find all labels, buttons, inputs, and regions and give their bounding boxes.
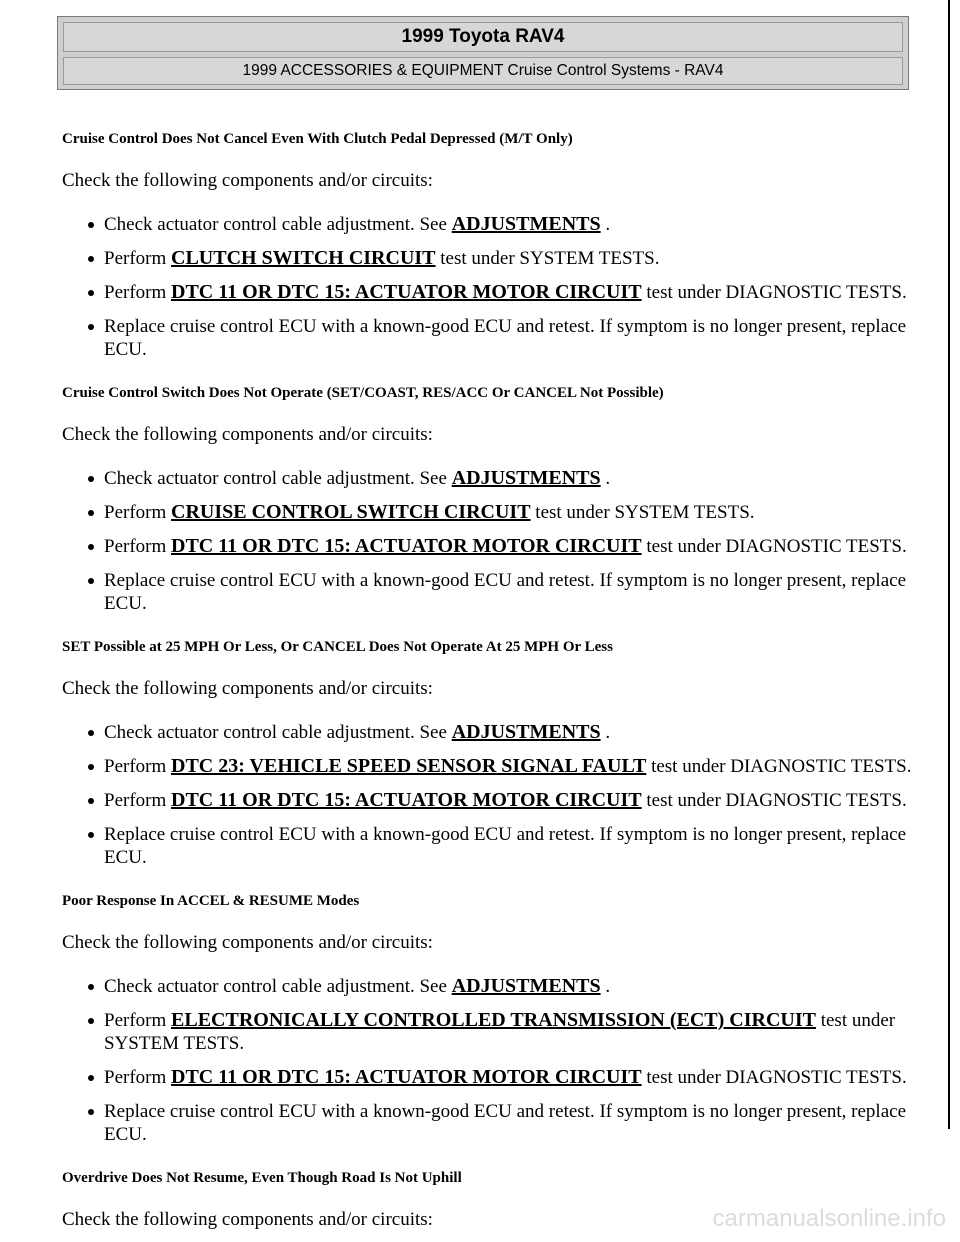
reference-link[interactable]: ADJUSTMENTS [451, 721, 601, 743]
list-item [62, 755, 922, 778]
item-text: Replace cruise control ECU with a known-good ECU and retest. If symptom is no longer present, replace ECU. [104, 316, 907, 360]
list-item [62, 535, 922, 558]
item-text: Perform [104, 248, 172, 269]
item-text-suffix: test under DIAGNOSTIC TESTS. [641, 790, 907, 811]
item-text: Check actuator control cable adjustment. See [104, 468, 452, 489]
item-text-suffix: test under DIAGNOSTIC TESTS. [641, 282, 907, 303]
check-list [62, 975, 922, 1146]
document-subtitle: 1999 ACCESSORIES & EQUIPMENT Cruise Control Systems - RAV4 [63, 57, 903, 85]
reference-link[interactable]: DTC 11 OR DTC 15: ACTUATOR MOTOR CIRCUIT [171, 281, 642, 303]
reference-link[interactable]: DTC 23: VEHICLE SPEED SENSOR SIGNAL FAULT [171, 755, 647, 777]
list-item [62, 1066, 922, 1089]
item-text: Perform [104, 1010, 172, 1031]
item-text: Perform [104, 536, 172, 557]
section-intro: Check the following components and/or circuits: [62, 932, 433, 953]
page-border [948, 0, 950, 1129]
section [62, 384, 922, 615]
section-heading: Poor Response In ACCEL & RESUME Modes [62, 893, 360, 909]
section [62, 892, 922, 1146]
item-text-suffix: test under SYSTEM TESTS. [530, 502, 755, 523]
reference-link[interactable]: DTC 11 OR DTC 15: ACTUATOR MOTOR CIRCUIT [171, 789, 642, 811]
item-text: Perform [104, 282, 172, 303]
check-list [62, 213, 922, 361]
item-text-suffix: test under DIAGNOSTIC TESTS. [641, 536, 907, 557]
section-heading: SET Possible at 25 MPH Or Less, Or CANCEL Does Not Operate At 25 MPH Or Less [62, 639, 613, 655]
document-body [62, 130, 922, 1231]
item-text-suffix: test under DIAGNOSTIC TESTS. [641, 1067, 907, 1088]
item-text: Perform [104, 790, 172, 811]
bullet-icon [88, 984, 94, 990]
list-item [62, 823, 922, 869]
item-text-suffix: . [600, 214, 611, 235]
list-item [62, 467, 922, 490]
list-item [62, 1009, 922, 1055]
section-heading: Cruise Control Does Not Cancel Even With Clutch Pedal Depressed (M/T Only) [62, 131, 573, 147]
document-header [57, 16, 909, 90]
item-text-suffix: . [600, 976, 611, 997]
item-text: Replace cruise control ECU with a known-good ECU and retest. If symptom is no longer present, replace ECU. [104, 570, 907, 614]
bullet-icon [88, 290, 94, 296]
list-item [62, 721, 922, 744]
section-heading: Cruise Control Switch Does Not Operate (SET/COAST, RES/ACC Or CANCEL Not Possible) [62, 385, 664, 401]
reference-link[interactable]: ADJUSTMENTS [451, 975, 601, 997]
item-text: Perform [104, 1067, 172, 1088]
list-item [62, 569, 922, 615]
list-item [62, 789, 922, 812]
bullet-icon [88, 578, 94, 584]
item-text-suffix: . [600, 722, 611, 743]
list-item [62, 247, 922, 270]
item-text: Check actuator control cable adjustment. See [104, 214, 452, 235]
item-text: Replace cruise control ECU with a known-good ECU and retest. If symptom is no longer present, replace ECU. [104, 824, 907, 868]
check-list [62, 467, 922, 615]
section-heading: Overdrive Does Not Resume, Even Though Road Is Not Uphill [62, 1170, 462, 1186]
list-item [62, 1100, 922, 1146]
reference-link[interactable]: DTC 11 OR DTC 15: ACTUATOR MOTOR CIRCUIT [171, 1066, 642, 1088]
reference-link[interactable]: ELECTRONICALLY CONTROLLED TRANSMISSION (ECT) CIRCUIT [171, 1009, 816, 1031]
document-title: 1999 Toyota RAV4 [63, 22, 903, 52]
item-text: Perform [104, 502, 172, 523]
reference-link[interactable]: ADJUSTMENTS [451, 467, 601, 489]
section [62, 130, 922, 361]
list-item [62, 281, 922, 304]
item-text-suffix: . [600, 468, 611, 489]
bullet-icon [88, 1018, 94, 1024]
item-text-suffix: test under DIAGNOSTIC TESTS. [646, 756, 912, 777]
item-text-suffix: test under SYSTEM TESTS. [435, 248, 660, 269]
section-intro: Check the following components and/or circuits: [62, 424, 433, 445]
bullet-icon [88, 324, 94, 330]
section [62, 638, 922, 869]
bullet-icon [88, 730, 94, 736]
section-intro: Check the following components and/or circuits: [62, 678, 433, 699]
bullet-icon [88, 476, 94, 482]
item-text: Perform [104, 756, 172, 777]
check-list [62, 721, 922, 869]
bullet-icon [88, 222, 94, 228]
item-text: Check actuator control cable adjustment. See [104, 722, 452, 743]
bullet-icon [88, 798, 94, 804]
watermark: carmanualsonline.info [712, 1205, 946, 1232]
bullet-icon [88, 1075, 94, 1081]
list-item [62, 315, 922, 361]
bullet-icon [88, 764, 94, 770]
bullet-icon [88, 832, 94, 838]
reference-link[interactable]: CLUTCH SWITCH CIRCUIT [171, 247, 436, 269]
bullet-icon [88, 1109, 94, 1115]
item-text-suffix: test under SYSTEM TESTS. [104, 1010, 896, 1054]
section-intro: Check the following components and/or circuits: [62, 1209, 433, 1230]
list-item [62, 501, 922, 524]
list-item [62, 975, 922, 998]
list-item [62, 213, 922, 236]
item-text: Replace cruise control ECU with a known-good ECU and retest. If symptom is no longer present, replace ECU. [104, 1101, 907, 1145]
bullet-icon [88, 510, 94, 516]
reference-link[interactable]: ADJUSTMENTS [451, 213, 601, 235]
item-text: Check actuator control cable adjustment. See [104, 976, 452, 997]
section-intro: Check the following components and/or circuits: [62, 170, 433, 191]
bullet-icon [88, 544, 94, 550]
reference-link[interactable]: DTC 11 OR DTC 15: ACTUATOR MOTOR CIRCUIT [171, 535, 642, 557]
reference-link[interactable]: CRUISE CONTROL SWITCH CIRCUIT [171, 501, 531, 523]
bullet-icon [88, 256, 94, 262]
